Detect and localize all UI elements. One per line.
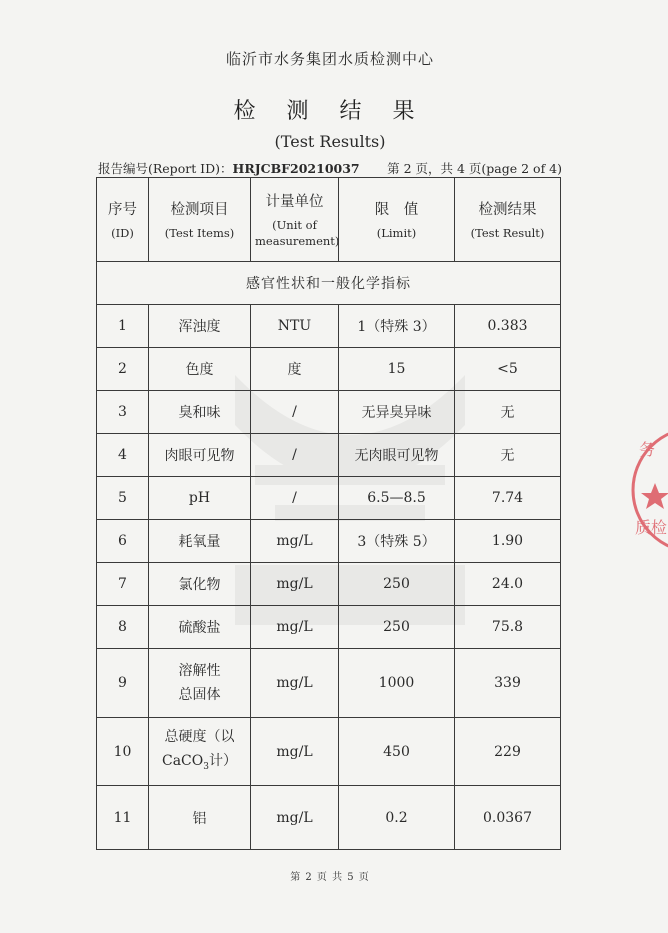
- cell-id: 10: [97, 718, 149, 786]
- cell-item: pH: [149, 477, 251, 520]
- cell-item: 溶解性 总固体: [149, 649, 251, 718]
- cell-item: 氯化物: [149, 563, 251, 606]
- cell-result: <5: [455, 348, 561, 391]
- page-subtitle: (Test Results): [274, 132, 386, 151]
- column-header-id: 序号 (ID): [97, 178, 149, 262]
- cell-id: 7: [97, 563, 149, 606]
- report-id-label: 报告编号(Report ID)：: [98, 161, 233, 176]
- cell-limit: 1（特殊 3）: [339, 305, 455, 348]
- column-header-limit: 限 值 (Limit): [339, 178, 455, 262]
- cell-limit: 250: [339, 606, 455, 649]
- cell-result: 0.0367: [455, 786, 561, 850]
- column-header-item: 检测项目 (Test Items): [149, 178, 251, 262]
- page-footer: 第 2 页 共 5 页: [290, 872, 370, 883]
- cell-limit: 6.5—8.5: [339, 477, 455, 520]
- cell-unit: mg/L: [251, 520, 339, 563]
- cell-id: 8: [97, 606, 149, 649]
- table-row: [97, 606, 561, 649]
- cell-unit: /: [251, 391, 339, 434]
- cell-limit: 无异臭异味: [339, 391, 455, 434]
- report-id-line: [98, 159, 360, 177]
- cell-item: 耗氧量: [149, 520, 251, 563]
- table-row: [97, 520, 561, 563]
- cell-limit: 15: [339, 348, 455, 391]
- cell-result: 229: [455, 718, 561, 786]
- column-header-unit: 计量单位 (Unit of measurement): [251, 178, 339, 262]
- cell-id: 11: [97, 786, 149, 850]
- seal-stamp-icon: [623, 425, 668, 555]
- cell-id: 9: [97, 649, 149, 718]
- organization-name: 临沂市水务集团水质检测中心: [225, 50, 434, 68]
- cell-limit: 0.2: [339, 786, 455, 850]
- section-row: [97, 262, 561, 305]
- cell-id: 6: [97, 520, 149, 563]
- cell-id: 1: [97, 305, 149, 348]
- cell-limit: 450: [339, 718, 455, 786]
- cell-unit: mg/L: [251, 649, 339, 718]
- column-header-result: 检测结果 (Test Result): [455, 178, 561, 262]
- cell-unit: 度: [251, 348, 339, 391]
- report-id-value: HRJCBF20210037: [232, 161, 360, 176]
- cell-result: 1.90: [455, 520, 561, 563]
- cell-unit: /: [251, 434, 339, 477]
- page-info: 第 2 页，共 4 页(page 2 of 4): [387, 161, 562, 176]
- cell-item: 浑浊度: [149, 305, 251, 348]
- cell-result: 无: [455, 434, 561, 477]
- svg-text:务: 务: [639, 440, 656, 459]
- cell-item: 臭和味: [149, 391, 251, 434]
- section-title: 感官性状和一般化学指标: [97, 262, 561, 305]
- cell-limit: 3（特殊 5）: [339, 520, 455, 563]
- cell-item: 色度: [149, 348, 251, 391]
- cell-result: 75.8: [455, 606, 561, 649]
- table-header-row: [97, 178, 561, 262]
- cell-result: 339: [455, 649, 561, 718]
- cell-limit: 无肉眼可见物: [339, 434, 455, 477]
- cell-limit: 250: [339, 563, 455, 606]
- table-row: [97, 391, 561, 434]
- svg-text:质检: 质检: [635, 518, 668, 537]
- cell-id: 5: [97, 477, 149, 520]
- cell-unit: mg/L: [251, 718, 339, 786]
- table-row: [97, 563, 561, 606]
- table-row: [97, 786, 561, 850]
- cell-result: 24.0: [455, 563, 561, 606]
- cell-unit: NTU: [251, 305, 339, 348]
- cell-unit: mg/L: [251, 786, 339, 850]
- cell-unit: mg/L: [251, 606, 339, 649]
- cell-item: 铝: [149, 786, 251, 850]
- cell-result: 7.74: [455, 477, 561, 520]
- table-row: [97, 348, 561, 391]
- cell-unit: mg/L: [251, 563, 339, 606]
- cell-item: 硫酸盐: [149, 606, 251, 649]
- cell-unit: /: [251, 477, 339, 520]
- table-row: [97, 649, 561, 718]
- results-table: [96, 177, 561, 850]
- page-title: 检 测 结 果: [233, 99, 427, 124]
- cell-result: 0.383: [455, 305, 561, 348]
- table-row: [97, 718, 561, 786]
- table-row: [97, 477, 561, 520]
- table-row: [97, 305, 561, 348]
- cell-item: 肉眼可见物: [149, 434, 251, 477]
- cell-id: 3: [97, 391, 149, 434]
- table-row: [97, 434, 561, 477]
- cell-id: 2: [97, 348, 149, 391]
- cell-limit: 1000: [339, 649, 455, 718]
- cell-result: 无: [455, 391, 561, 434]
- cell-item: 总硬度（以 CaCO$_3$计）: [149, 718, 251, 786]
- cell-id: 4: [97, 434, 149, 477]
